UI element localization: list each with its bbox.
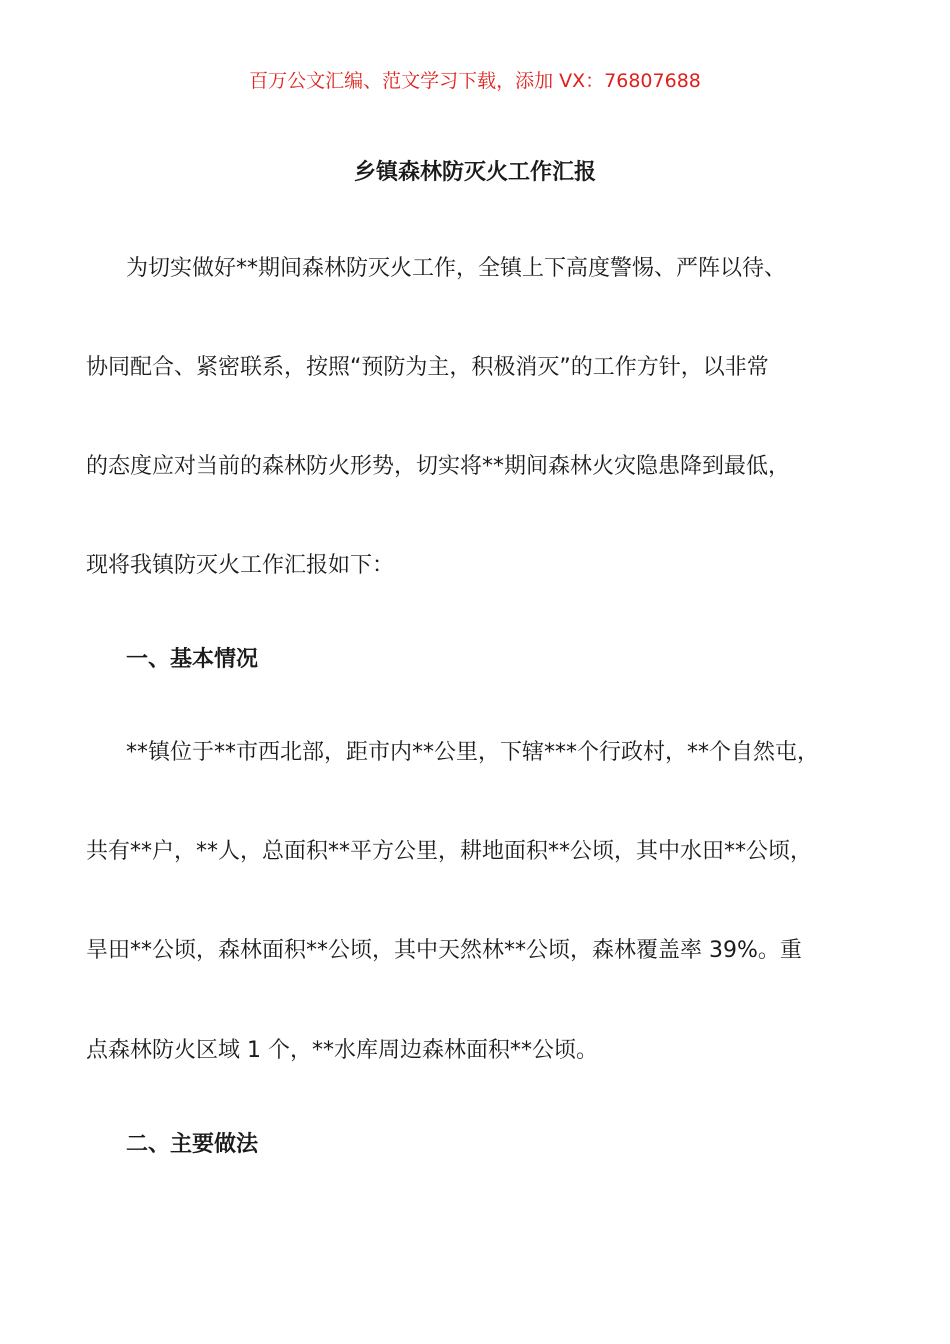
intro-line: 为切实做好**期间森林防灭火工作，全镇上下高度警惕、严阵以待、 — [126, 256, 787, 281]
intro-line: 现将我镇防灭火工作汇报如下： — [86, 553, 395, 578]
section-heading-main-practices: 二、主要做法 — [126, 1132, 259, 1157]
intro-line: 的态度应对当前的森林防火形势，切实将**期间森林火灾隐患降到最低， — [86, 454, 791, 479]
section1-line: 点森林防火区域 1 个，**水库周边森林面积**公顷。 — [86, 1038, 598, 1063]
document-title: 乡镇森林防灭火工作汇报 — [353, 160, 596, 185]
section1-line: 旱田**公顷，森林面积**公顷，其中天然林**公顷，森林覆盖率 39%。重 — [86, 938, 802, 963]
section-heading-basic-info: 一、基本情况 — [126, 647, 259, 672]
section1-line: **镇位于**市西北部，距市内**公里，下辖***个行政村，**个自然屯， — [126, 740, 820, 765]
section1-line: 共有**户，**人，总面积**平方公里，耕地面积**公顷，其中水田**公顷， — [86, 839, 813, 864]
header-promo-note: 百万公文汇编、范文学习下载，添加 VX：76807688 — [249, 70, 701, 92]
intro-line: 协同配合、紧密联系，按照“预防为主，积极消灭”的工作方针，以非常 — [86, 355, 769, 380]
